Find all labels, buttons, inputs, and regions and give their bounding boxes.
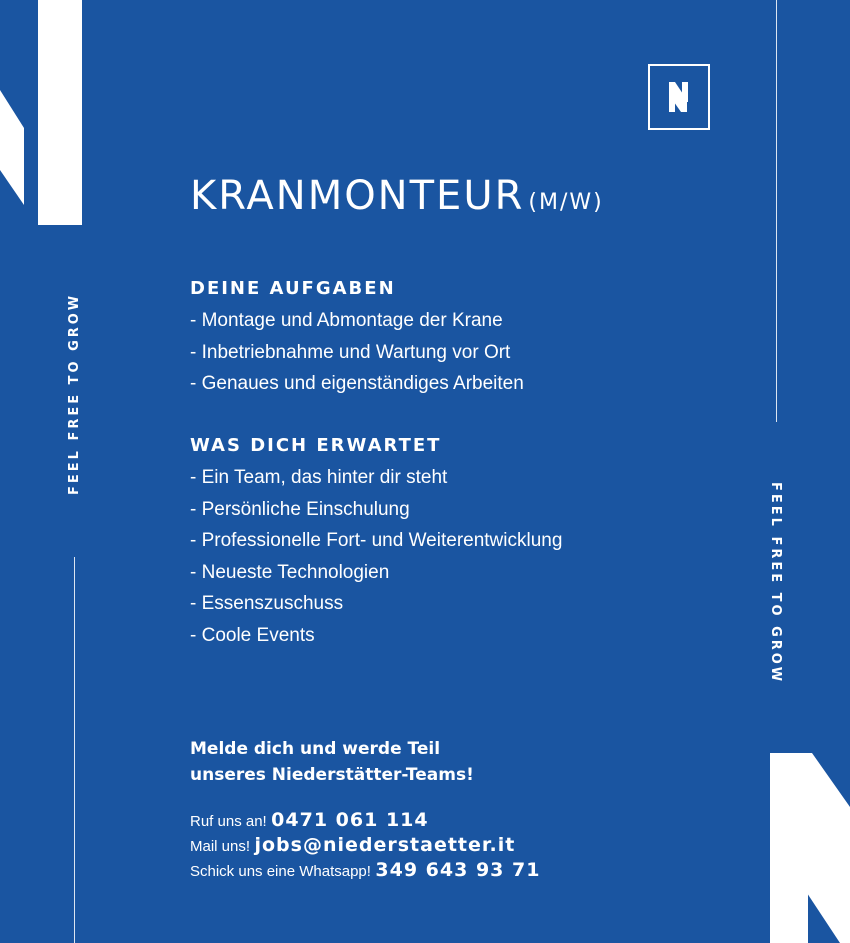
list-item: - Professionelle Fort- und Weiterentwicklung (190, 530, 563, 551)
contact-whatsapp-row (190, 858, 540, 883)
list-item: - Genaues und eigenständiges Arbeiten (190, 373, 524, 394)
list-item: - Neueste Technologien (190, 561, 390, 583)
right-divider-line (776, 0, 777, 422)
job-title-text: KRANMONTEUR (190, 173, 525, 219)
contact-mail-row (190, 833, 540, 858)
job-title (190, 173, 604, 219)
tasks-list (190, 305, 524, 400)
cta-line-1: Melde dich und werde Teil (190, 739, 441, 759)
phone-number-link[interactable]: 0471 061 114 (271, 809, 429, 831)
benefits-list (190, 462, 562, 651)
cta-line-2: unseres Niederstätter-Teams! (190, 765, 474, 785)
list-item: - Ein Team, das hinter dir steht (190, 467, 448, 488)
left-brand-mark (0, 0, 82, 230)
email-link[interactable]: jobs@niederstaetter.it (254, 834, 516, 856)
list-item: - Coole Events (190, 624, 315, 646)
call-to-action (190, 736, 474, 788)
contact-phone-row (190, 808, 540, 833)
whatsapp-number-link[interactable]: 349 643 93 71 (375, 859, 541, 881)
right-slogan: FEEL FREE TO GROW (768, 482, 783, 685)
logo-n-icon (650, 66, 708, 128)
company-logo (648, 64, 710, 130)
left-divider-line (74, 557, 75, 943)
list-item: - Persönliche Einschulung (190, 498, 410, 520)
list-item: - Montage und Abmontage der Krane (190, 310, 503, 331)
list-item: - Inbetriebnahme und Wartung vor Ort (190, 341, 511, 363)
tasks-heading: DEINE AUFGABEN (190, 278, 396, 299)
phone-label: Ruf uns an! (190, 813, 267, 830)
whatsapp-label: Schick uns eine Whatsapp! (190, 863, 371, 880)
right-brand-mark (760, 745, 850, 943)
left-slogan: FEEL FREE TO GROW (67, 292, 82, 495)
contact-block (190, 808, 540, 883)
mail-label: Mail uns! (190, 838, 251, 855)
list-item: - Essenszuschuss (190, 593, 344, 614)
benefits-heading: WAS DICH ERWARTET (190, 435, 442, 456)
job-title-suffix: (M/W) (528, 190, 604, 215)
